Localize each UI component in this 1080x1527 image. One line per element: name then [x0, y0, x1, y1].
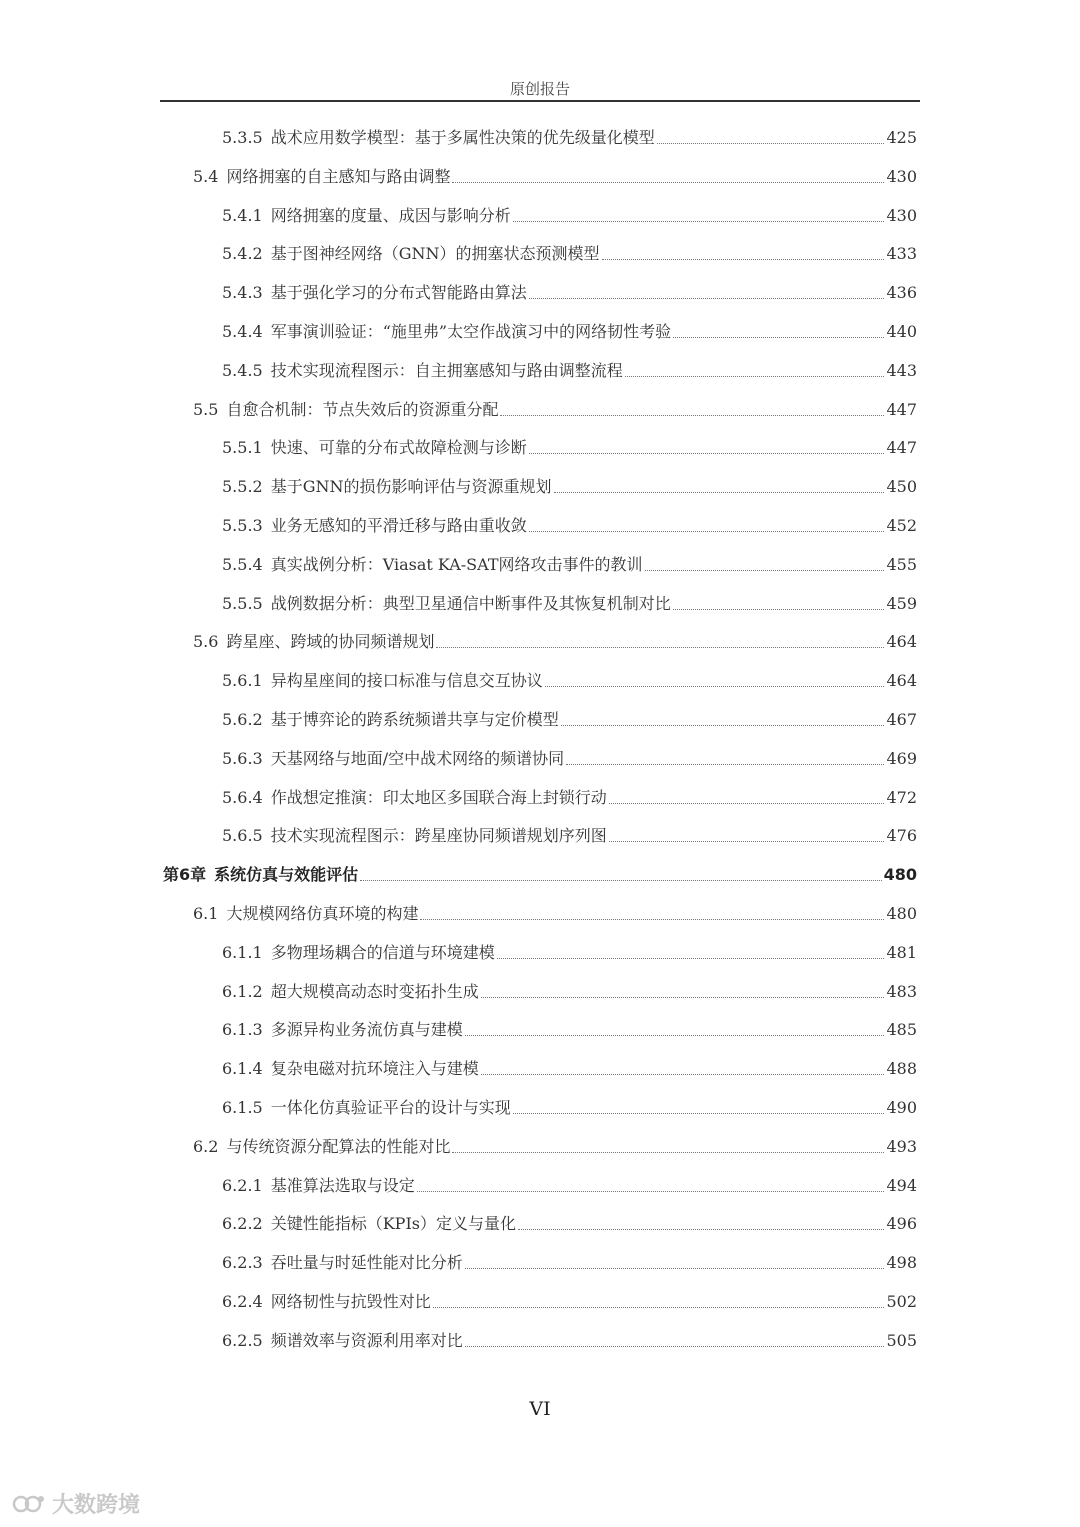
toc-dot-leader [609, 841, 885, 842]
toc-entry-page: 443 [886, 360, 917, 380]
toc-entry [0, 588, 1080, 614]
toc-entry-title: 军事演训验证：“施里弗”太空作战演习中的网络韧性考验 [270, 322, 672, 341]
toc-entry-page: 447 [886, 438, 917, 458]
toc-entry-title: 作战想定推演：印太地区多国联合海上封锁行动 [270, 787, 607, 807]
toc-entry-title: 真实战例分析：Viasat KA-SAT网络攻击事件的教训 [270, 554, 643, 574]
toc-dot-leader [518, 1229, 884, 1230]
toc-entry [0, 1247, 1080, 1273]
toc-entry [0, 510, 1080, 536]
toc-entry-number: 5.4 [193, 166, 219, 186]
toc-entry [0, 432, 1080, 458]
toc-entry [0, 1325, 1080, 1351]
toc-dot-leader [673, 337, 884, 338]
toc-entry-number: 第6章 [163, 865, 207, 885]
toc-dot-leader [513, 221, 885, 222]
toc-dot-leader [529, 298, 885, 299]
toc-dot-leader [452, 182, 884, 183]
toc-entry-number: 6.1.4 [222, 1059, 263, 1079]
toc-entry-number: 5.5.5 [222, 593, 263, 613]
toc-entry-title: 快速、可靠的分布式故障检测与诊断 [270, 438, 527, 458]
toc-entry-title: 业务无感知的平滑迁移与路由重收敛 [270, 516, 527, 535]
toc-dot-leader [609, 803, 885, 804]
toc-entry-number: 5.3.5 [222, 128, 263, 147]
toc-entry-number: 6.2.3 [222, 1253, 263, 1273]
toc-dot-leader [452, 1152, 884, 1153]
toc-dot-leader [481, 1074, 885, 1075]
toc-entry [0, 316, 1080, 342]
toc-entry-title: 与传统资源分配算法的性能对比 [226, 1136, 451, 1156]
toc-entry-number: 6.1 [193, 904, 219, 923]
toc-entry-title: 网络拥塞的度量、成因与影响分析 [270, 205, 511, 225]
toc-entry [0, 1208, 1080, 1234]
toc-entry [0, 394, 1080, 420]
toc-entry-title: 异构星座间的接口标准与信息交互协议 [270, 671, 543, 691]
toc-entry-page: 480 [883, 865, 917, 885]
toc-dot-leader [420, 919, 884, 920]
toc-entry-page: 490 [886, 1098, 917, 1117]
toc-entry [0, 665, 1080, 691]
toc-entry [0, 743, 1080, 769]
toc-entry-page: 440 [886, 322, 917, 341]
toc-entry-page: 430 [886, 166, 917, 186]
toc-dot-leader [500, 415, 884, 416]
toc-entry [0, 1131, 1080, 1157]
toc-entry-page: 467 [886, 710, 917, 729]
toc-entry-title: 基于博弈论的跨系统频谱共享与定价模型 [270, 710, 559, 729]
toc-entry-number: 5.6.2 [222, 710, 263, 729]
toc-entry-page: 502 [886, 1292, 917, 1311]
toc-dot-leader [566, 764, 884, 765]
toc-entry-number: 5.4.4 [222, 322, 263, 341]
toc-entry-number: 6.1.2 [222, 981, 263, 1001]
toc-entry-title: 关键性能指标（KPIs）定义与量化 [270, 1214, 516, 1234]
toc-entry-title: 技术实现流程图示：跨星座协同频谱规划序列图 [270, 826, 607, 846]
toc-entry [0, 161, 1080, 187]
toc-entry-page: 430 [886, 205, 917, 225]
toc-entry-title: 网络韧性与抗毁性对比 [270, 1292, 431, 1311]
toc-entry [0, 626, 1080, 652]
toc-entry-title: 一体化仿真验证平台的设计与实现 [270, 1098, 511, 1117]
toc-entry-title: 复杂电磁对抗环境注入与建模 [270, 1059, 479, 1079]
toc-dot-leader [602, 259, 885, 260]
toc-entry-title: 基于GNN的损伤影响评估与资源重规划 [270, 477, 552, 497]
toc-entry [0, 1053, 1080, 1079]
toc-entry-page: 498 [886, 1253, 917, 1273]
toc-entry [0, 1014, 1080, 1040]
toc-entry-number: 6.2 [193, 1136, 219, 1156]
watermark-logo-icon [12, 1492, 46, 1516]
toc-entry-page: 447 [886, 399, 917, 419]
toc-entry [0, 549, 1080, 575]
toc-entry-title: 战例数据分析：典型卫星通信中断事件及其恢复机制对比 [270, 593, 671, 613]
toc-dot-leader [481, 997, 885, 998]
toc-dot-leader [529, 531, 885, 532]
toc-entry-number: 6.2.2 [222, 1214, 263, 1234]
toc-entry-title: 战术应用数学模型：基于多属性决策的优先级量化模型 [270, 128, 655, 147]
toc-entry-number: 6.2.4 [222, 1292, 263, 1311]
watermark [12, 1488, 140, 1519]
toc-dot-leader [561, 725, 885, 726]
toc-entry-number: 5.6.3 [222, 748, 263, 768]
page-number: VI [529, 1398, 551, 1420]
toc-entry-page: 488 [886, 1059, 917, 1079]
toc-entry-page: 469 [886, 748, 917, 768]
toc-entry-page: 481 [886, 942, 917, 962]
toc-entry-page: 494 [886, 1175, 917, 1195]
toc-dot-leader [436, 647, 884, 648]
toc-entry-title: 多源异构业务流仿真与建模 [270, 1020, 463, 1040]
toc-dot-leader [645, 570, 885, 571]
toc-entry-number: 5.5.3 [222, 516, 263, 535]
toc-entry-number: 6.1.3 [222, 1020, 263, 1040]
toc-entry-page: 476 [886, 826, 917, 846]
toc-entry-number: 5.4.5 [222, 360, 263, 380]
toc-entry [0, 1170, 1080, 1196]
toc-entry-title: 多物理场耦合的信道与环境建模 [270, 942, 495, 962]
toc-dot-leader [625, 376, 885, 377]
toc-entry [0, 937, 1080, 963]
toc-dot-leader [529, 453, 885, 454]
toc-dot-leader [465, 1268, 885, 1269]
toc-entry-page: 483 [886, 981, 917, 1001]
toc-entry [0, 122, 1080, 148]
toc-dot-leader [433, 1307, 885, 1308]
toc-entry [0, 471, 1080, 497]
toc-entry-page: 436 [886, 283, 917, 303]
toc-entry-title: 网络拥塞的自主感知与路由调整 [226, 166, 451, 186]
toc-entry-number: 5.5.4 [222, 554, 263, 574]
toc-entry-page: 505 [886, 1330, 917, 1350]
toc-entry-number: 5.5.2 [222, 477, 263, 497]
toc-entry-page: 450 [886, 477, 917, 497]
toc-entry-page: 464 [886, 671, 917, 691]
toc-entry [0, 976, 1080, 1002]
toc-entry [0, 277, 1080, 303]
toc-entry-title: 天基网络与地面/空中战术网络的频谱协同 [270, 748, 565, 768]
toc-entry-number: 5.6.1 [222, 671, 263, 691]
toc-entry-page: 493 [886, 1136, 917, 1156]
toc-entry-page: 480 [886, 904, 917, 923]
toc-dot-leader [465, 1346, 885, 1347]
toc-entry-page: 425 [886, 128, 917, 147]
toc-dot-leader [657, 143, 885, 144]
toc-entry [0, 782, 1080, 808]
toc-entry-page: 452 [886, 516, 917, 535]
toc-entry-page: 433 [886, 244, 917, 264]
toc-entry-title: 基于强化学习的分布式智能路由算法 [270, 283, 527, 303]
toc-entry-title: 跨星座、跨域的协同频谱规划 [226, 632, 435, 652]
toc-entry-title: 基于图神经网络（GNN）的拥塞状态预测模型 [270, 244, 600, 264]
toc-dot-leader [513, 1113, 885, 1114]
toc-entry-number: 5.6.5 [222, 826, 263, 846]
header-rule [160, 100, 920, 102]
toc-entry-number: 6.2.5 [222, 1330, 263, 1350]
toc-entry-number: 5.5 [193, 399, 219, 419]
toc-entry-title: 系统仿真与效能评估 [214, 865, 359, 885]
toc-dot-leader [417, 1191, 885, 1192]
toc-entry-title: 自愈合机制：节点失效后的资源重分配 [226, 399, 499, 419]
toc-entry-number: 5.6 [193, 632, 219, 652]
toc-entry-page: 472 [886, 787, 917, 807]
toc-entry [0, 859, 1080, 885]
toc-entry-title: 频谱效率与资源利用率对比 [270, 1330, 463, 1350]
toc-entry [0, 238, 1080, 264]
running-header: 原创报告 [509, 80, 570, 98]
toc-entry-title: 超大规模高动态时变拓扑生成 [270, 981, 479, 1001]
toc-entry [0, 1286, 1080, 1312]
toc-entry-title: 大规模网络仿真环境的构建 [226, 904, 419, 923]
toc-entry-number: 6.1.5 [222, 1098, 263, 1117]
toc-entry-page: 459 [886, 593, 917, 613]
toc-entry-page: 464 [886, 632, 917, 652]
toc-entry-number: 6.1.1 [222, 942, 263, 962]
toc-dot-leader [545, 686, 885, 687]
toc-entry [0, 200, 1080, 226]
toc-entry-number: 5.6.4 [222, 787, 263, 807]
toc-entry-title: 技术实现流程图示：自主拥塞感知与路由调整流程 [270, 360, 623, 380]
watermark-text: 大数跨境 [52, 1493, 141, 1518]
toc-entry-title: 吞吐量与时延性能对比分析 [270, 1253, 463, 1273]
toc-dot-leader [360, 880, 881, 881]
toc-entry-page: 485 [886, 1020, 917, 1040]
toc-entry [0, 355, 1080, 381]
toc-entry [0, 704, 1080, 730]
toc-entry-number: 5.4.3 [222, 283, 263, 303]
toc-entry-page: 455 [886, 554, 917, 574]
toc-dot-leader [497, 958, 885, 959]
toc-dot-leader [673, 609, 885, 610]
toc-entry [0, 1092, 1080, 1118]
toc-entry-number: 5.4.1 [222, 205, 263, 225]
toc-dot-leader [554, 492, 885, 493]
toc-entry [0, 898, 1080, 924]
toc-entry [0, 820, 1080, 846]
toc-entry-number: 5.5.1 [222, 438, 263, 458]
toc-entry-page: 496 [886, 1214, 917, 1234]
toc-entry-number: 5.4.2 [222, 244, 263, 264]
toc-dot-leader [465, 1035, 885, 1036]
toc-entry-title: 基准算法选取与设定 [270, 1175, 415, 1195]
toc-entry-number: 6.2.1 [222, 1175, 263, 1195]
